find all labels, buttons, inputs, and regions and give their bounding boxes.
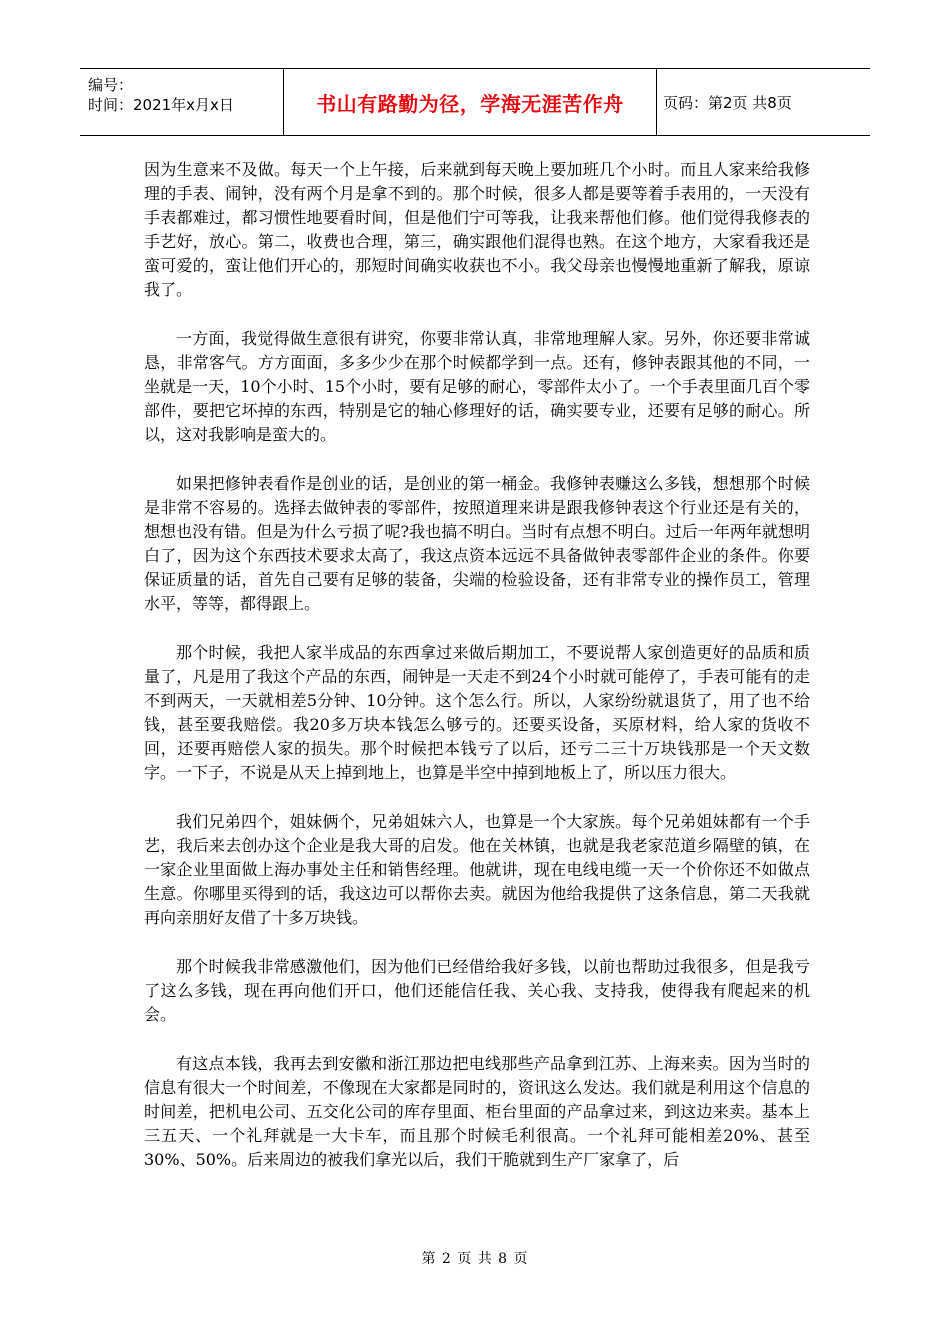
paragraph: 那个时候我非常感激他们，因为他们已经借给我好多钱，以前也帮助过我很多，但是我亏了这么多钱，现在再向他们开口，他们还能信任我、关心我、支持我，使得我有爬起来的机会。	[144, 957, 810, 1024]
header-page-info: 页码：第2页 共8页	[663, 93, 792, 112]
page-footer: 第 2 页 共 8 页	[421, 1251, 529, 1267]
page-header	[80, 68, 870, 136]
paragraph: 如果把修钟表看作是创业的话，是创业的第一桶金。我修钟表赚这么多钱，想想那个时候是非常不容易的。选择去做钟表的零部件，按照道理来讲是跟我修钟表这个行业还是有关的，想想也没有错。但是为什么亏损了呢?我也搞不明白。当时有点想不明白。过后一年两年就想明白了，因为这个东西技术要求太高了，我这点资本远远不具备做钟表零部件企业的条件。你要保证质量的话，首先自己要有足够的装备，尖端的检验设备，还有非常专业的操作员工，管理水平，等等，都得跟上。	[144, 474, 810, 613]
header-meta	[80, 69, 284, 135]
paragraph: 一方面，我觉得做生意很有讲究，你要非常认真，非常地理解人家。另外，你还要非常诚恳，非常客气。方方面面，多多少少在那个时候都学到一点。还有，修钟表跟其他的不同，一坐就是一天，10个小时、15个小时，要有足够的耐心，零部件太小了。一个手表里面几百个零部件，要把它坏掉的东西，特别是它的轴心修理好的话，确实要专业，还要有足够的耐心。所以，这对我影响是蛮大的。	[144, 329, 810, 444]
header-motto: 书山有路勤为径，学海无涯苦作舟	[284, 69, 657, 135]
paragraph: 那个时候，我把人家半成品的东西拿过来做后期加工，不要说帮人家创造更好的品质和质量了，凡是用了我这个产品的东西，闹钟是一天走不到24个小时就可能停了，手表可能有的走不到两天，一天就相差5分钟、10分钟。这个怎么行。所以，人家纷纷就退货了，用了也不给钱，甚至要我赔偿。我20多万块本钱怎么够亏的。还要买设备，买原材料，给人家的货收不回，还要再赔偿人家的损失。那个时候把本钱亏了以后，还亏二三十万块钱那是一个天文数字。一下子，不说是从天上掉到地上，也算是半空中掉到地板上了，所以压力很大。	[144, 643, 810, 782]
paragraph: 有这点本钱，我再去到安徽和浙江那边把电线那些产品拿到江苏、上海来卖。因为当时的信息有很大一个时间差，不像现在大家都是同时的，资讯这么发达。我们就是利用这个信息的时间差，把机电公司、五交化公司的库存里面、柜台里面的产品拿过来，到这边来卖。基本上三五天、一个礼拜就是一大卡车，而且那个时候毛利很高。一个礼拜可能相差20%、甚至30%、50%。后来周边的被我们拿光以后，我们干脆就到生产厂家拿了，后	[144, 1054, 810, 1169]
code-label: 编号：	[88, 76, 134, 94]
paragraph: 因为生意来不及做。每天一个上午接，后来就到每天晚上要加班几个小时。而且人家来给我修理的手表、闹钟，没有两个月是拿不到的。那个时候，很多人都是要等着手表用的，一天没有手表都难过，都习惯性地要看时间，但是他们宁可等我，让我来帮他们修。他们觉得我修表的手艺好，放心。第二，收费也合理，第三，确实跟他们混得也熟。在这个地方，大家看我还是蛮可爱的，蛮让他们开心的，那短时间确实收获也不小。我父母亲也慢慢地重新了解我，原谅我了。	[144, 160, 810, 299]
document-body	[144, 158, 810, 1197]
date-label: 时间：2021年x月x日	[88, 96, 234, 114]
paragraph: 我们兄弟四个，姐妹俩个，兄弟姐妹六人，也算是一个大家族。每个兄弟姐妹都有一个手艺，我后来去创办这个企业是我大哥的启发。他在关林镇，也就是我老家范道乡隔壁的镇，在一家企业里面做上海办事处主任和销售经理。他就讲，现在电线电缆一天一个价你还不如做点生意。你哪里买得到的话，我这边可以帮你去卖。就因为他给我提供了这条信息，第二天我就再向亲朋好友借了十多万块钱。	[144, 812, 810, 927]
